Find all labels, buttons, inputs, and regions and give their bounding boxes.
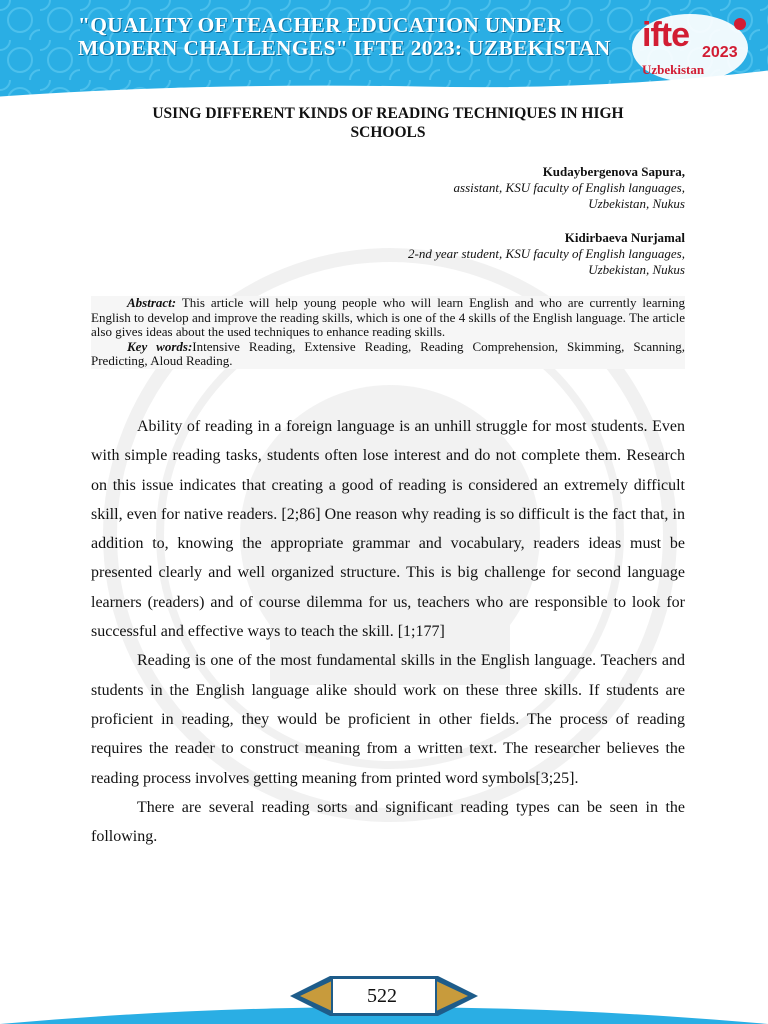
- author-block-1: [454, 164, 685, 212]
- author-location: Uzbekistan, Nukus: [588, 196, 685, 211]
- body-paragraph-3: There are several reading sorts and significant reading types can be seen in the following.: [91, 798, 685, 846]
- logo-text: ifte: [642, 16, 689, 54]
- keywords-paragraph: [91, 340, 685, 369]
- logo-country: Uzbekistan: [642, 62, 705, 77]
- body-paragraph-2: Reading is one of the most fundamental skills in the English language. Teachers and students in the English language alike should work on these three skills. If students are proficient in reading, they would be proficient in other fields. The process of reading requires the reader to construct meaning from a written text. The researcher believes the reading process involves getting meaning from printed word symbols[3;25].: [91, 652, 685, 787]
- conference-title-line1: "QUALITY OF TEACHER EDUCATION UNDER: [78, 13, 563, 37]
- abstract-label: Abstract:: [127, 295, 177, 310]
- paper-title: [91, 104, 685, 142]
- keywords-label: Key words:: [127, 338, 193, 354]
- page-number: 522: [367, 985, 397, 1007]
- author-affiliation: 2-nd year student, KSU faculty of English languages,: [408, 246, 685, 261]
- author-affiliation: assistant, KSU faculty of English languages,: [453, 180, 685, 195]
- author-name: Kudaybergenova Sapura,: [542, 164, 685, 179]
- header-banner: [0, 0, 768, 100]
- abstract-block: [91, 296, 685, 369]
- body-text: [91, 412, 685, 851]
- author-block-2: [408, 230, 685, 278]
- author-name: Kidirbaeva Nurjamal: [564, 230, 685, 245]
- body-paragraph-1: Ability of reading in a foreign language is an unhill struggle for most students. Even with simple reading tasks, students often lose interest and do not complete them. Research on this issue indicates that creating a good of reading is considered an extremely difficult skill, even for native readers. [2;86] One reason why reading is so difficult is the fact that, in addition to, knowing the appropriate grammar and vocabulary, readers ideas must be presented clearly and well organized structure. This is big challenge for second language learners (readers) and of course dilemma for us, teachers who are responsible to look for successful and effective ways to teach the skill. [1;177]: [91, 418, 685, 641]
- ifte-logo: [632, 12, 750, 84]
- paper-title-line2: SCHOOLS: [350, 124, 426, 141]
- paper-title-line1: USING DIFFERENT KINDS OF READING TECHNIQUES IN HIGH: [152, 105, 624, 122]
- author-location: Uzbekistan, Nukus: [588, 262, 685, 277]
- abstract-text: This article will help young people who will learn English and who are currently learning English to develop and improve the reading skills, which is one of the 4 skills of the English language. The article also gives ideas about the used techniques to enhance reading skills.: [91, 295, 685, 339]
- conference-title: [78, 14, 638, 60]
- keywords-text: Intensive Reading, Extensive Reading, Reading Comprehension, Skimming, Scanning, Predicting, Aloud Reading.: [91, 338, 685, 368]
- logo-year: 2023: [702, 44, 738, 61]
- abstract-paragraph: [91, 296, 685, 340]
- conference-title-line2: MODERN CHALLENGES" IFTE 2023: UZBEKISTAN: [78, 36, 611, 60]
